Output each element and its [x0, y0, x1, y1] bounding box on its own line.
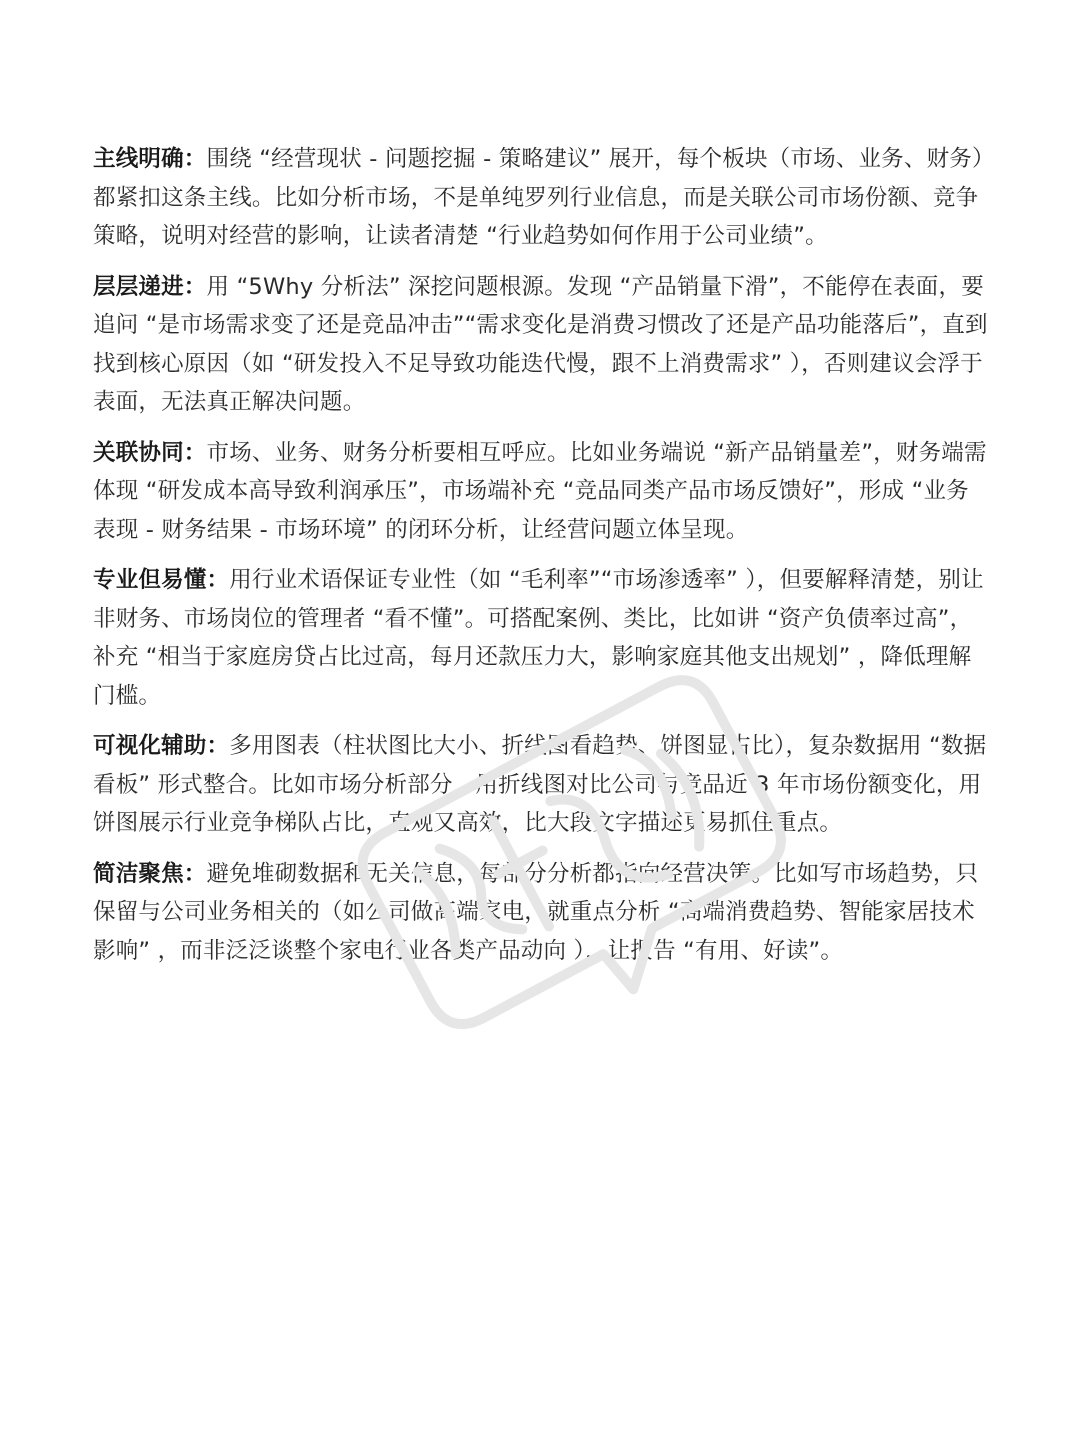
- paragraph-collaboration: [93, 434, 988, 550]
- paragraph-text: 市场、业务、财务分析要相互呼应。比如业务端说 “新产品销量差”，财务端需体现 “研发成本高导致利润承压”，市场端补充 “竞品同类产品市场反馈好”，形成 “业务表现 - 财务结果 - 市场环境” 的闭环分析，让经营问题立体呈现。: [93, 439, 987, 543]
- paragraph-title: 主线明确：: [93, 146, 207, 172]
- paragraph-title: 简洁聚焦：: [93, 860, 207, 887]
- paragraph-text: 用 “5Why 分析法” 深挖问题根源。发现 “产品销量下滑”，不能停在表面，要追问 “是市场需求变了还是竞品冲击”“需求变化是消费习惯改了还是产品功能落后”，直到找到核心原因（如 “研发投入不足导致功能迭代慢，跟不上消费需求” ），否则建议会浮于表面，无法真正解决问题。: [93, 273, 988, 415]
- paragraph-concise: [93, 855, 988, 971]
- paragraph-professional: [93, 561, 988, 715]
- document-content: [93, 140, 988, 982]
- paragraph-text: 避免堆砌数据和无关信息，每部分分析都指向经营决策。比如写市场趋势，只保留与公司业务相关的（如公司做高端家电，就重点分析 “高端消费趋势、智能家居技术影响” ，而非泛泛谈整个家电行业各类产品动向 ），让报告 “有用、好读”。: [93, 860, 979, 964]
- paragraph-title: 专业但易懂：: [93, 567, 230, 593]
- paragraph-title: 层层递进：: [93, 273, 207, 300]
- paragraph-title: 关联协同：: [93, 439, 207, 466]
- paragraph-text: 用行业术语保证专业性（如 “毛利率”“市场渗透率” ），但要解释清楚，别让非财务、市场岗位的管理者 “看不懂”。可搭配案例、类比，比如讲 “资产负债率过高”，补充 “相当于家庭房贷占比过高，每月还款压力大，影响家庭其他支出规划” ，降低理解门槛。: [93, 567, 984, 709]
- paragraph-main-line: [93, 140, 988, 256]
- paragraph-text: 多用图表（柱状图比大小、折线图看趋势、饼图显占比），复杂数据用 “数据看板” 形式整合。比如市场分析部分，用折线图对比公司与竞品近 3 年市场份额变化，用饼图展示行业竞争梯队占比，直观又高效，比大段文字描述更易抓住重点。: [93, 733, 987, 836]
- paragraph-title: 可视化辅助：: [93, 733, 230, 759]
- paragraph-progressive: [93, 268, 988, 422]
- paragraph-text: 围绕 “经营现状 - 问题挖掘 - 策略建议” 展开，每个板块（市场、业务、财务）都紧扣这条主线。比如分析市场，不是单纯罗列行业信息，而是关联公司市场份额、竞争策略，说明对经营的影响，让读者清楚 “行业趋势如何作用于公司业绩”。: [93, 146, 984, 249]
- paragraph-visualization: [93, 727, 988, 843]
